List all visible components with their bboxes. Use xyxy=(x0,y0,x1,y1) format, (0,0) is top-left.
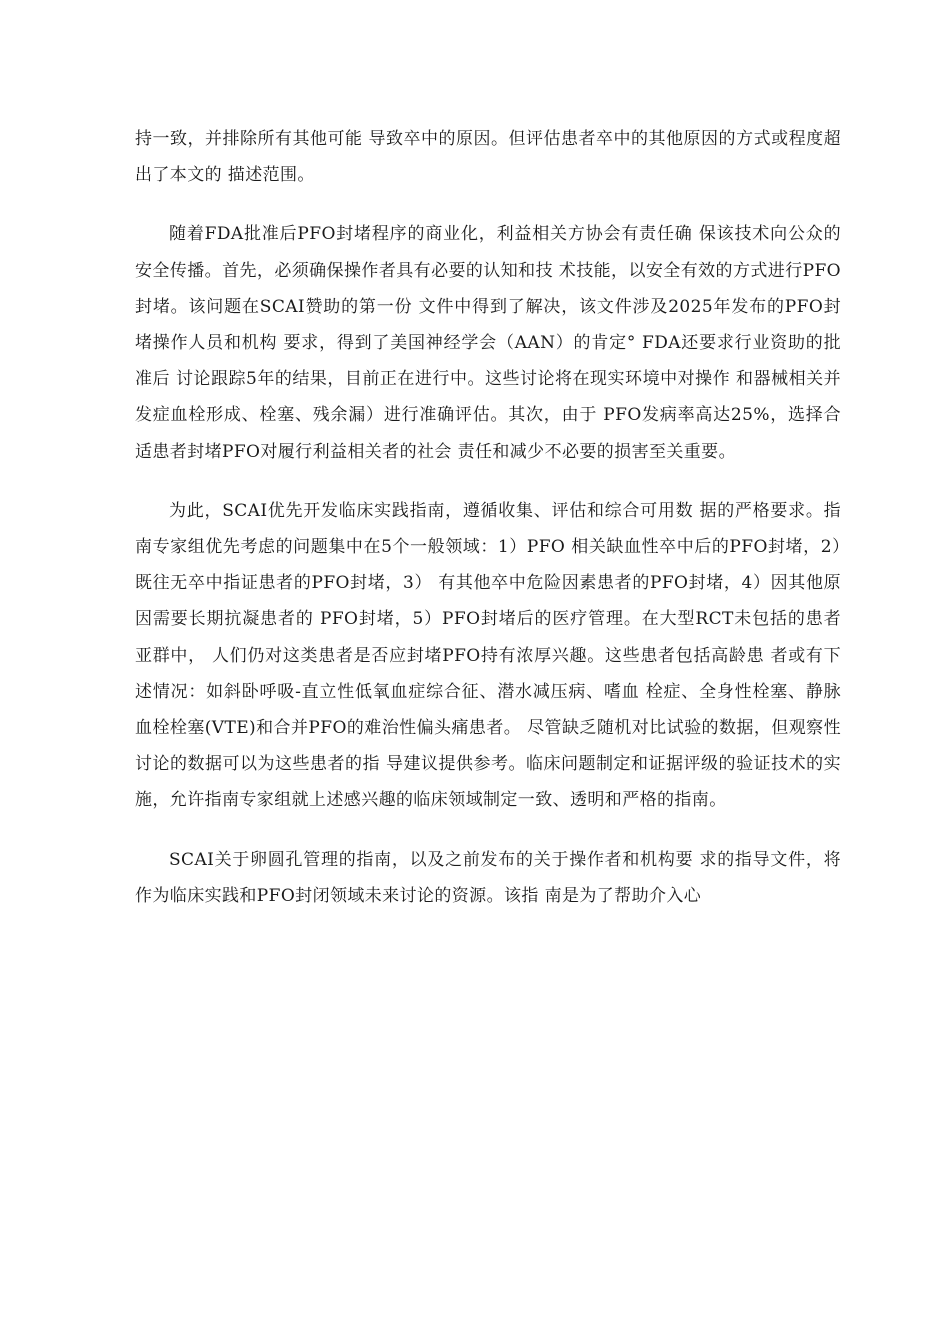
paragraph-guideline-development: 为此，SCAI优先开发临床实践指南，遵循收集、评估和综合可用数 据的严格要求。指南专家组优先考虑的问题集中在5个一般领域：1）PFO 相关缺血性卒中后的PFO封堵，2）既往无卒中指证患者的PFO封堵，3） 有其他卒中危险因素患者的PFO封堵，4）因其他原因需要长期抗凝患者的 PFO封堵，5）PFO封堵后的医疗管理。在大型RCT未包括的患者亚群中， 人们仍对这类患者是否应封堵PFO持有浓厚兴趣。这些患者包括高龄患 者或有下述情况：如斜卧呼吸-直立性低氧血症综合征、潜水减压病、嗜血 栓症、全身性栓塞、静脉血栓栓塞(VTE)和合并PFO的难治性偏头痛患者。 尽管缺乏随机对比试验的数据，但观察性讨论的数据可以为这些患者的指 导建议提供参考。临床问题制定和证据评级的验证技术的实施，允许指南专家组就上述感兴趣的临床领域制定一致、透明和严格的指南。 xyxy=(135,500,841,811)
paragraph-continuation: 持一致，并排除所有其他可能 导致卒中的原因。但评估患者卒中的其他原因的方式或程度超出了本文的 描述范围。 xyxy=(135,129,841,186)
paragraph-scai-guideline: SCAI关于卵圆孔管理的指南，以及之前发布的关于操作者和机构要 求的指导文件，将作为临床实践和PFO封闭领域未来讨论的资源。该指 南是为了帮助介入心 xyxy=(135,849,841,906)
paragraph-fda-commercialization: 随着FDA批准后PFO封堵程序的商业化，利益相关方协会有责任确 保该技术向公众的安全传播。首先，必须确保操作者具有必要的认知和技 术技能，以安全有效的方式进行PFO封堵。该问题在SCAI赞助的第一份 文件中得到了解决，该文件涉及2025年发布的PFO封堵操作人员和机构 要求，得到了美国神经学会（AAN）的肯定° FDA还要求行业资助的批准后 讨论跟踪5年的结果，目前正在进行中。这些讨论将在现实环境中对操作 和器械相关并发症血栓形成、栓塞、残余漏）进行准确评估。其次，由于 PFO发病率高达25%，选择合适患者封堵PFO对履行利益相关者的社会 责任和减少不必要的损害至关重要。 xyxy=(135,224,841,462)
document-body xyxy=(135,121,841,937)
